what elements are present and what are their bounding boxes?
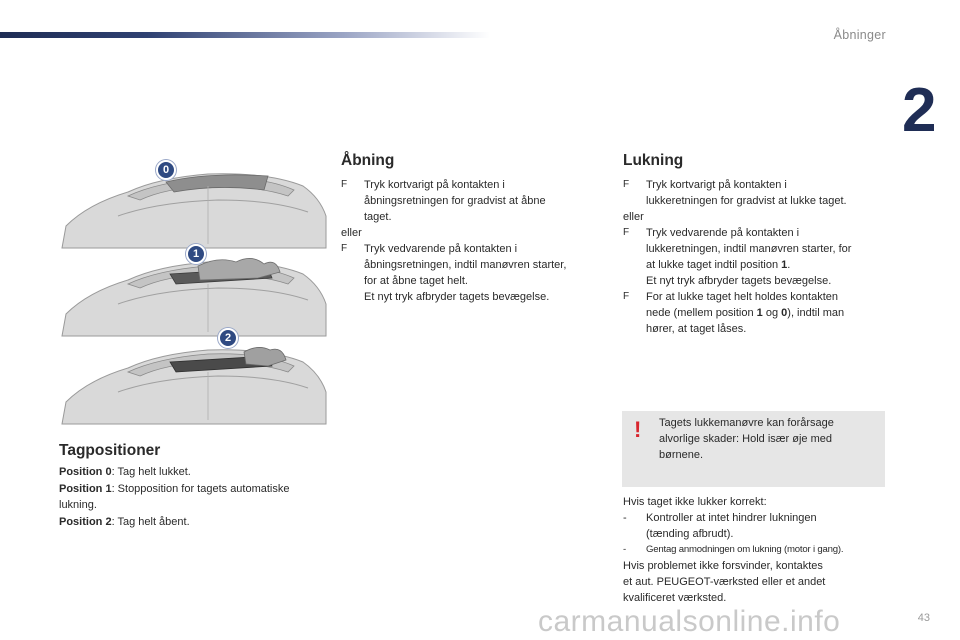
bullet-flag-icon: F [341, 243, 348, 254]
bullet-flag-icon: F [623, 291, 630, 302]
car-closed-roof-image [58, 156, 328, 250]
position-0-line [59, 464, 329, 481]
position-2-line [59, 514, 329, 531]
position-badge-0: 0 [156, 160, 176, 180]
car-illustration-position-2 [58, 332, 328, 426]
position-description: : Tag helt åbent. [111, 515, 190, 528]
car-fully-open-roof-image [58, 332, 328, 426]
position-description: lukning. [59, 499, 97, 511]
watermark: carmanualsonline.info [538, 605, 841, 638]
position-1-line-cont [59, 497, 329, 514]
abning-heading: Åbning [341, 152, 395, 169]
roof-position-illustrations [58, 156, 328, 424]
troubleshooting-item-repeat: - Gentag anmodningen om lukning (motor i gang). [623, 542, 893, 558]
lukning-or: eller [623, 211, 644, 223]
section-name: Åbninger [833, 28, 886, 42]
car-illustration-position-1 [58, 244, 328, 338]
position-description: : Stopposition for tagets automatiske [111, 482, 290, 495]
troubleshooting-item-check: - Kontroller at intet hindrer lukningen (tænding afbrudt). [623, 512, 817, 540]
page-number: 43 [917, 612, 930, 624]
troubleshooting-intro: Hvis taget ikke lukker korrekt: [623, 496, 767, 508]
lukning-item-full-close: F For at lukke taget helt holdes kontakten nede (mellem position 1 og 0), indtil man hører, at taget låses. [623, 291, 845, 335]
car-illustration-position-0 [58, 156, 328, 250]
abning-item-short-press: F Tryk kortvarigt på kontakten i åbningsretningen for gradvist at åbne taget. [341, 179, 546, 223]
abning-or: eller [341, 227, 362, 239]
abning-instructions [341, 177, 606, 305]
lukning-instructions [623, 177, 885, 337]
lukning-item-long-press: F Tryk vedvarende på kontakten i lukkeretningen, indtil manøvren starter, for at lukke taget indtil position 1. Et nyt tryk afbryder tagets bevægelse. [623, 227, 852, 287]
troubleshooting-section: Hvis taget ikke lukker korrekt: - Kontroller at intet hindrer lukningen (tænding afbrudt). - Gentag anmodningen om lukning (motor i gang). Hvis problemet ikke forsvinder, kontaktes et aut. PEUGEOT-værksted eller et andet kvalificeret værksted. [623, 494, 893, 606]
warning-exclamation-icon: ! [634, 417, 642, 442]
position-description: : Tag helt lukket. [111, 466, 191, 478]
bullet-flag-icon: F [623, 179, 630, 190]
position-label: Position 2 [59, 515, 112, 528]
bullet-flag-icon: F [623, 227, 630, 238]
tagpositioner-heading: Tagpositioner [59, 442, 161, 459]
dash-mark: - [623, 512, 627, 524]
position-badge-1: 1 [186, 244, 206, 264]
bullet-flag-icon: F [341, 179, 348, 190]
position-1-line [59, 481, 329, 498]
warning-text: Tagets lukkemanøvre kan forårsage alvorlige skader: Hold især øje med børnene. [659, 417, 834, 461]
position-badge-2: 2 [218, 328, 238, 348]
position-label: Position 0 [59, 466, 112, 478]
tagpositioner-list [59, 464, 329, 530]
lukning-heading: Lukning [623, 152, 684, 169]
lukning-item-short-press: F Tryk kortvarigt på kontakten i lukkeretningen for gradvist at lukke taget. [623, 179, 847, 207]
warning-box [622, 411, 885, 487]
chapter-number: 2 [902, 76, 937, 145]
position-label: Position 1 [59, 482, 112, 495]
header-accent-bar [0, 32, 490, 38]
dash-mark: - [623, 544, 626, 555]
abning-item-long-press: F Tryk vedvarende på kontakten i åbningsretningen, indtil manøvren starter, for at åbne taget helt. Et nyt tryk afbryder tagets bevægelse. [341, 243, 567, 303]
